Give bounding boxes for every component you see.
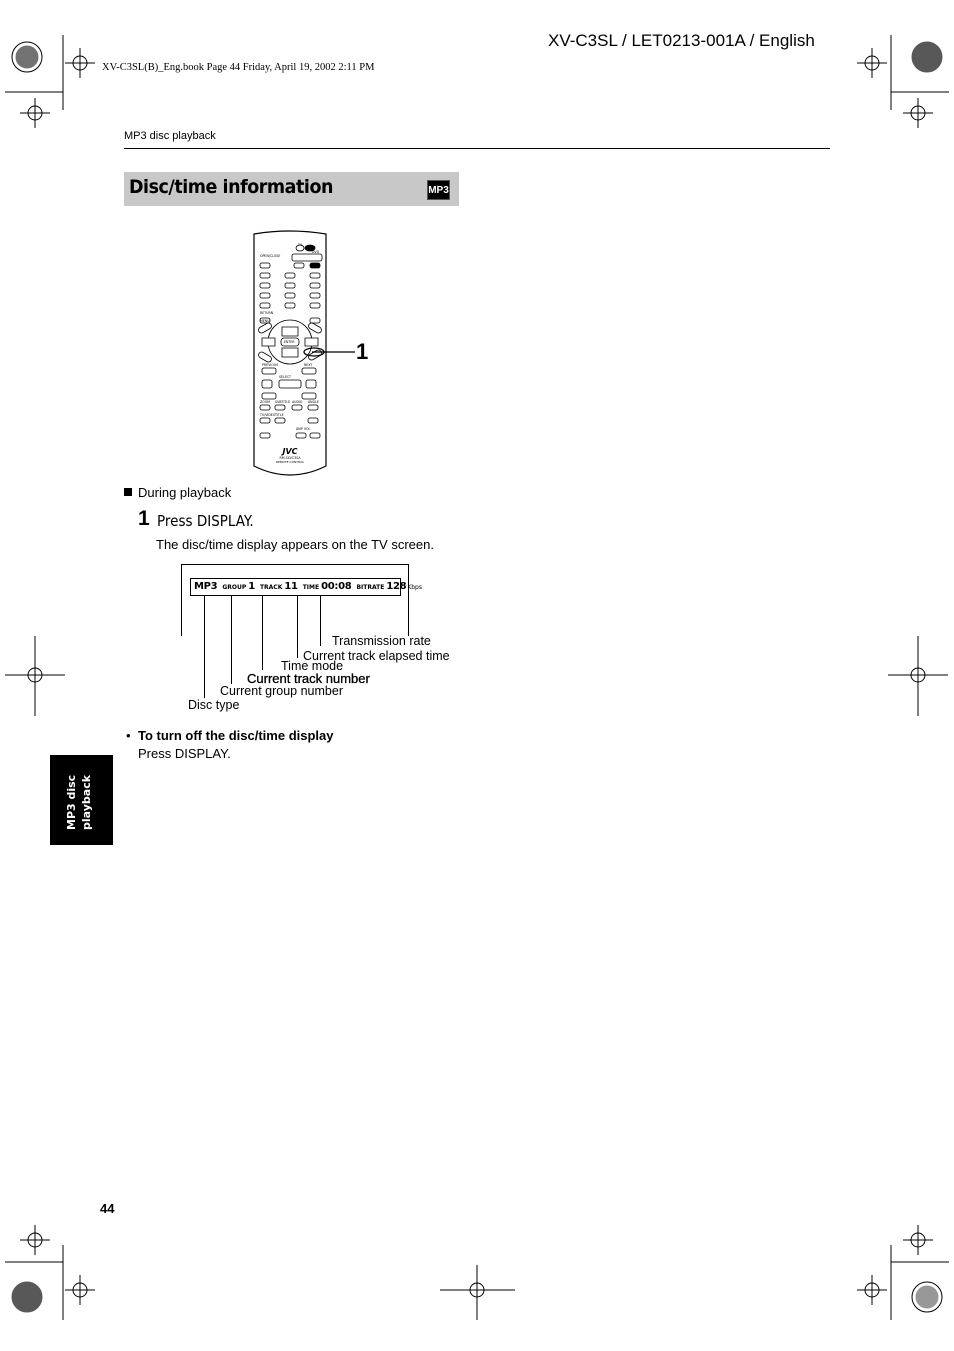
turn-off-instruction: Press DISPLAY. [138,746,231,761]
callout-leader [300,340,360,360]
label-group-number: Current group number [220,684,343,698]
page-number: 44 [100,1201,115,1216]
svg-text:DVD: DVD [312,250,320,254]
svg-text:TV: TV [298,243,303,247]
svg-text:AMP VOL: AMP VOL [296,427,311,431]
svg-text:AUDIO: AUDIO [292,400,303,404]
track-label: TRACK [259,584,283,591]
svg-text:PREVIOUS: PREVIOUS [262,363,279,367]
bullet-icon: • [126,728,131,743]
svg-text:ANGLE: ANGLE [308,400,319,404]
group-label: GROUP [222,584,247,591]
label-track-number: Current track number [247,671,370,686]
step-number: 1 [138,507,150,530]
header-rule [124,148,830,149]
track-value: 11 [284,581,298,592]
svg-text:TITLE: TITLE [275,413,284,417]
remote-callout-number: 1 [356,339,369,364]
book-file-info: XV-C3SL(B)_Eng.book Page 44 Friday, April 19, 2002 2:11 PM [102,62,375,73]
svg-text:RETURN: RETURN [260,311,274,315]
label-transmission-rate: Transmission rate [332,634,431,648]
label-elapsed-time: Current track elapsed time [303,649,450,663]
label-time-mode: Time mode [281,659,344,673]
tv-screen-frame [181,564,409,636]
step-text: Press DISPLAY. [157,512,254,530]
remote-caption: REMOTE CONTROL [275,460,305,464]
mp3-badge: MP3 [427,180,450,200]
disc-time-display [190,578,422,596]
bitrate-unit: Kbps [407,584,422,591]
leader-track [262,596,263,670]
remote-brand: JVC [282,447,298,456]
turn-off-heading: To turn off the disc/time display [138,728,334,743]
time-value: 00:08 [321,581,352,592]
square-bullet-icon [124,488,132,496]
svg-text:OPEN/CLOSE: OPEN/CLOSE [260,254,281,258]
remote-model: RM-SXVC3SA [279,456,301,460]
page-title: Disc/time information [129,176,333,198]
bitrate-label: BITRATE [356,584,385,591]
bitrate-value: 128 [386,581,407,592]
svg-text:ENTER: ENTER [284,340,295,344]
leader-group [231,596,232,684]
document-code: XV-C3SL / LET0213-001A / English [548,31,815,50]
leader-time-mode [297,596,298,658]
svg-text:ZOOM: ZOOM [260,400,270,404]
svg-text:SUBTITLE: SUBTITLE [275,400,291,404]
svg-text:NEXT: NEXT [304,363,313,367]
label-disc-type: Disc type [188,698,240,712]
section-header: MP3 disc playback [124,130,216,142]
time-label: TIME [302,584,320,591]
leader-disc-type [204,596,205,698]
group-value: 1 [248,581,255,592]
condition-label: During playback [124,485,231,500]
leader-elapsed [320,596,321,646]
disc-type-value: MP3 [194,581,218,592]
svg-text:MENU: MENU [260,319,270,323]
side-tab-label: MP3 disc playback [65,774,93,830]
step-description: The disc/time display appears on the TV screen. [156,537,434,552]
svg-text:SELECT: SELECT [279,375,291,379]
svg-text:TV/VIDEO: TV/VIDEO [260,413,276,417]
